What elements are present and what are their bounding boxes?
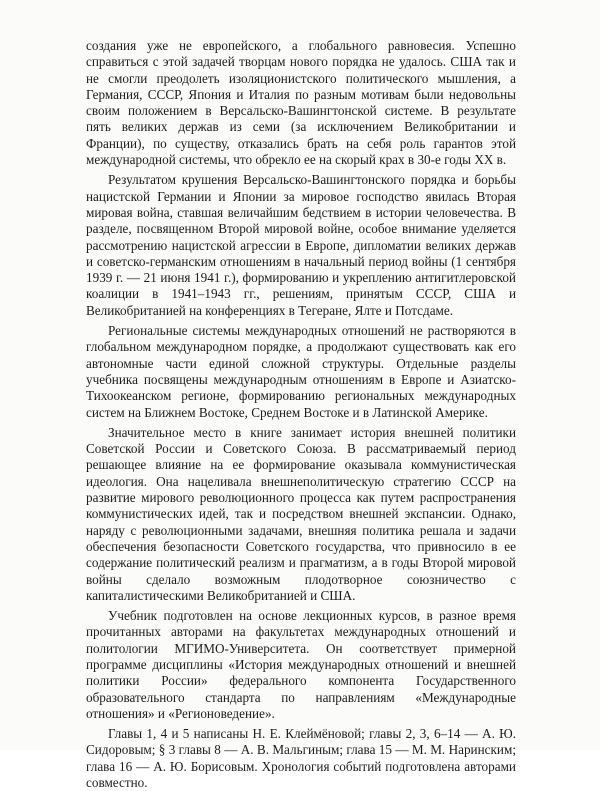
paragraph-6: Главы 1, 4 и 5 написаны Н. Е. Клеймёновой; главы 2, 3, 6–14 — А. Ю. Сидоровым; § 3 главы 8 — А. В. Мальгиным; глава 15 — М. М. Наринским; глава 16 — А. Ю. Борисовым. Хронология событий подготовлена авторами совместно. bbox=[86, 726, 516, 791]
body-text bbox=[86, 38, 516, 791]
paragraph-2: Результатом крушения Версальско-Вашингтонского порядка и борьбы нацистской Германии и Японии за мировое господство явилась Вторая мировая война, ставшая величайшим бедствием в истории человечества. В разделе, посвященном Второй мировой войне, особое внимание уделяется рассмотрению нацистской агрессии в Европе, дипломатии великих держав и советско-германским отношениям в начальный период войны (1 сентября 1939 г. — 21 июня 1941 г.), формированию и укреплению антигитлеровской коалиции в 1941–1943 гг., решениям, принятым СССР, США и Великобританией на конференциях в Тегеране, Ялте и Потсдаме. bbox=[86, 172, 516, 318]
paragraph-3: Региональные системы международных отношений не растворяются в глобальном международном порядке, а продолжают существовать как его автономные части единой сложной структуры. Отдельные разделы учебника посвящены международным отношениям в Европе и Азиатско-Тихоокеанском регионе, формированию региональных международных систем на Ближнем Востоке, Среднем Востоке и в Латинской Америке. bbox=[86, 323, 516, 420]
paragraph-1: создания уже не европейского, а глобального равновесия. Успешно справиться с этой задачей творцам нового порядка не удалось. США так и не смогли преодолеть изоляционистского политического мышления, а Германия, СССР, Япония и Италия по разным мотивам были недовольны своим положением в Версальско-Вашингтонской системе. В результате пять великих держав из семи (за исключением Великобритании и Франции), по существу, отказались брать на себя роль гарантов этой международной системы, что обрекло ее на скорый крах в 30-е годы XX в. bbox=[86, 38, 516, 168]
paragraph-4: Значительное место в книге занимает история внешней политики Советской России и Советского Союза. В рассматриваемый период решающее влияние на ее формирование оказывала коммунистическая идеология. Она нацеливала внешнеполитическую стратегию СССР на развитие мирового революционного процесса как путем распространения коммунистических идей, так и посредством внешней экспансии. Однако, наряду с революционными задачами, внешняя политика решала и задачи обеспечения безопасности Советского государства, что привносило в ее содержание политический реализм и прагматизм, а в годы Второй мировой войны сделало возможным плодотворное союзничество с капиталистическими Великобританией и США. bbox=[86, 424, 516, 603]
paragraph-5: Учебник подготовлен на основе лекционных курсов, в разное время прочитанных авторами на факультетах международных отношений и политологии МГИМО-Университета. Он соответствует примерной программе дисциплины «История международных отношений и внешней политики России» федерального компонента Государственного образовательного стандарта по направлениям «Международные отношения» и «Регионоведение». bbox=[86, 608, 516, 721]
